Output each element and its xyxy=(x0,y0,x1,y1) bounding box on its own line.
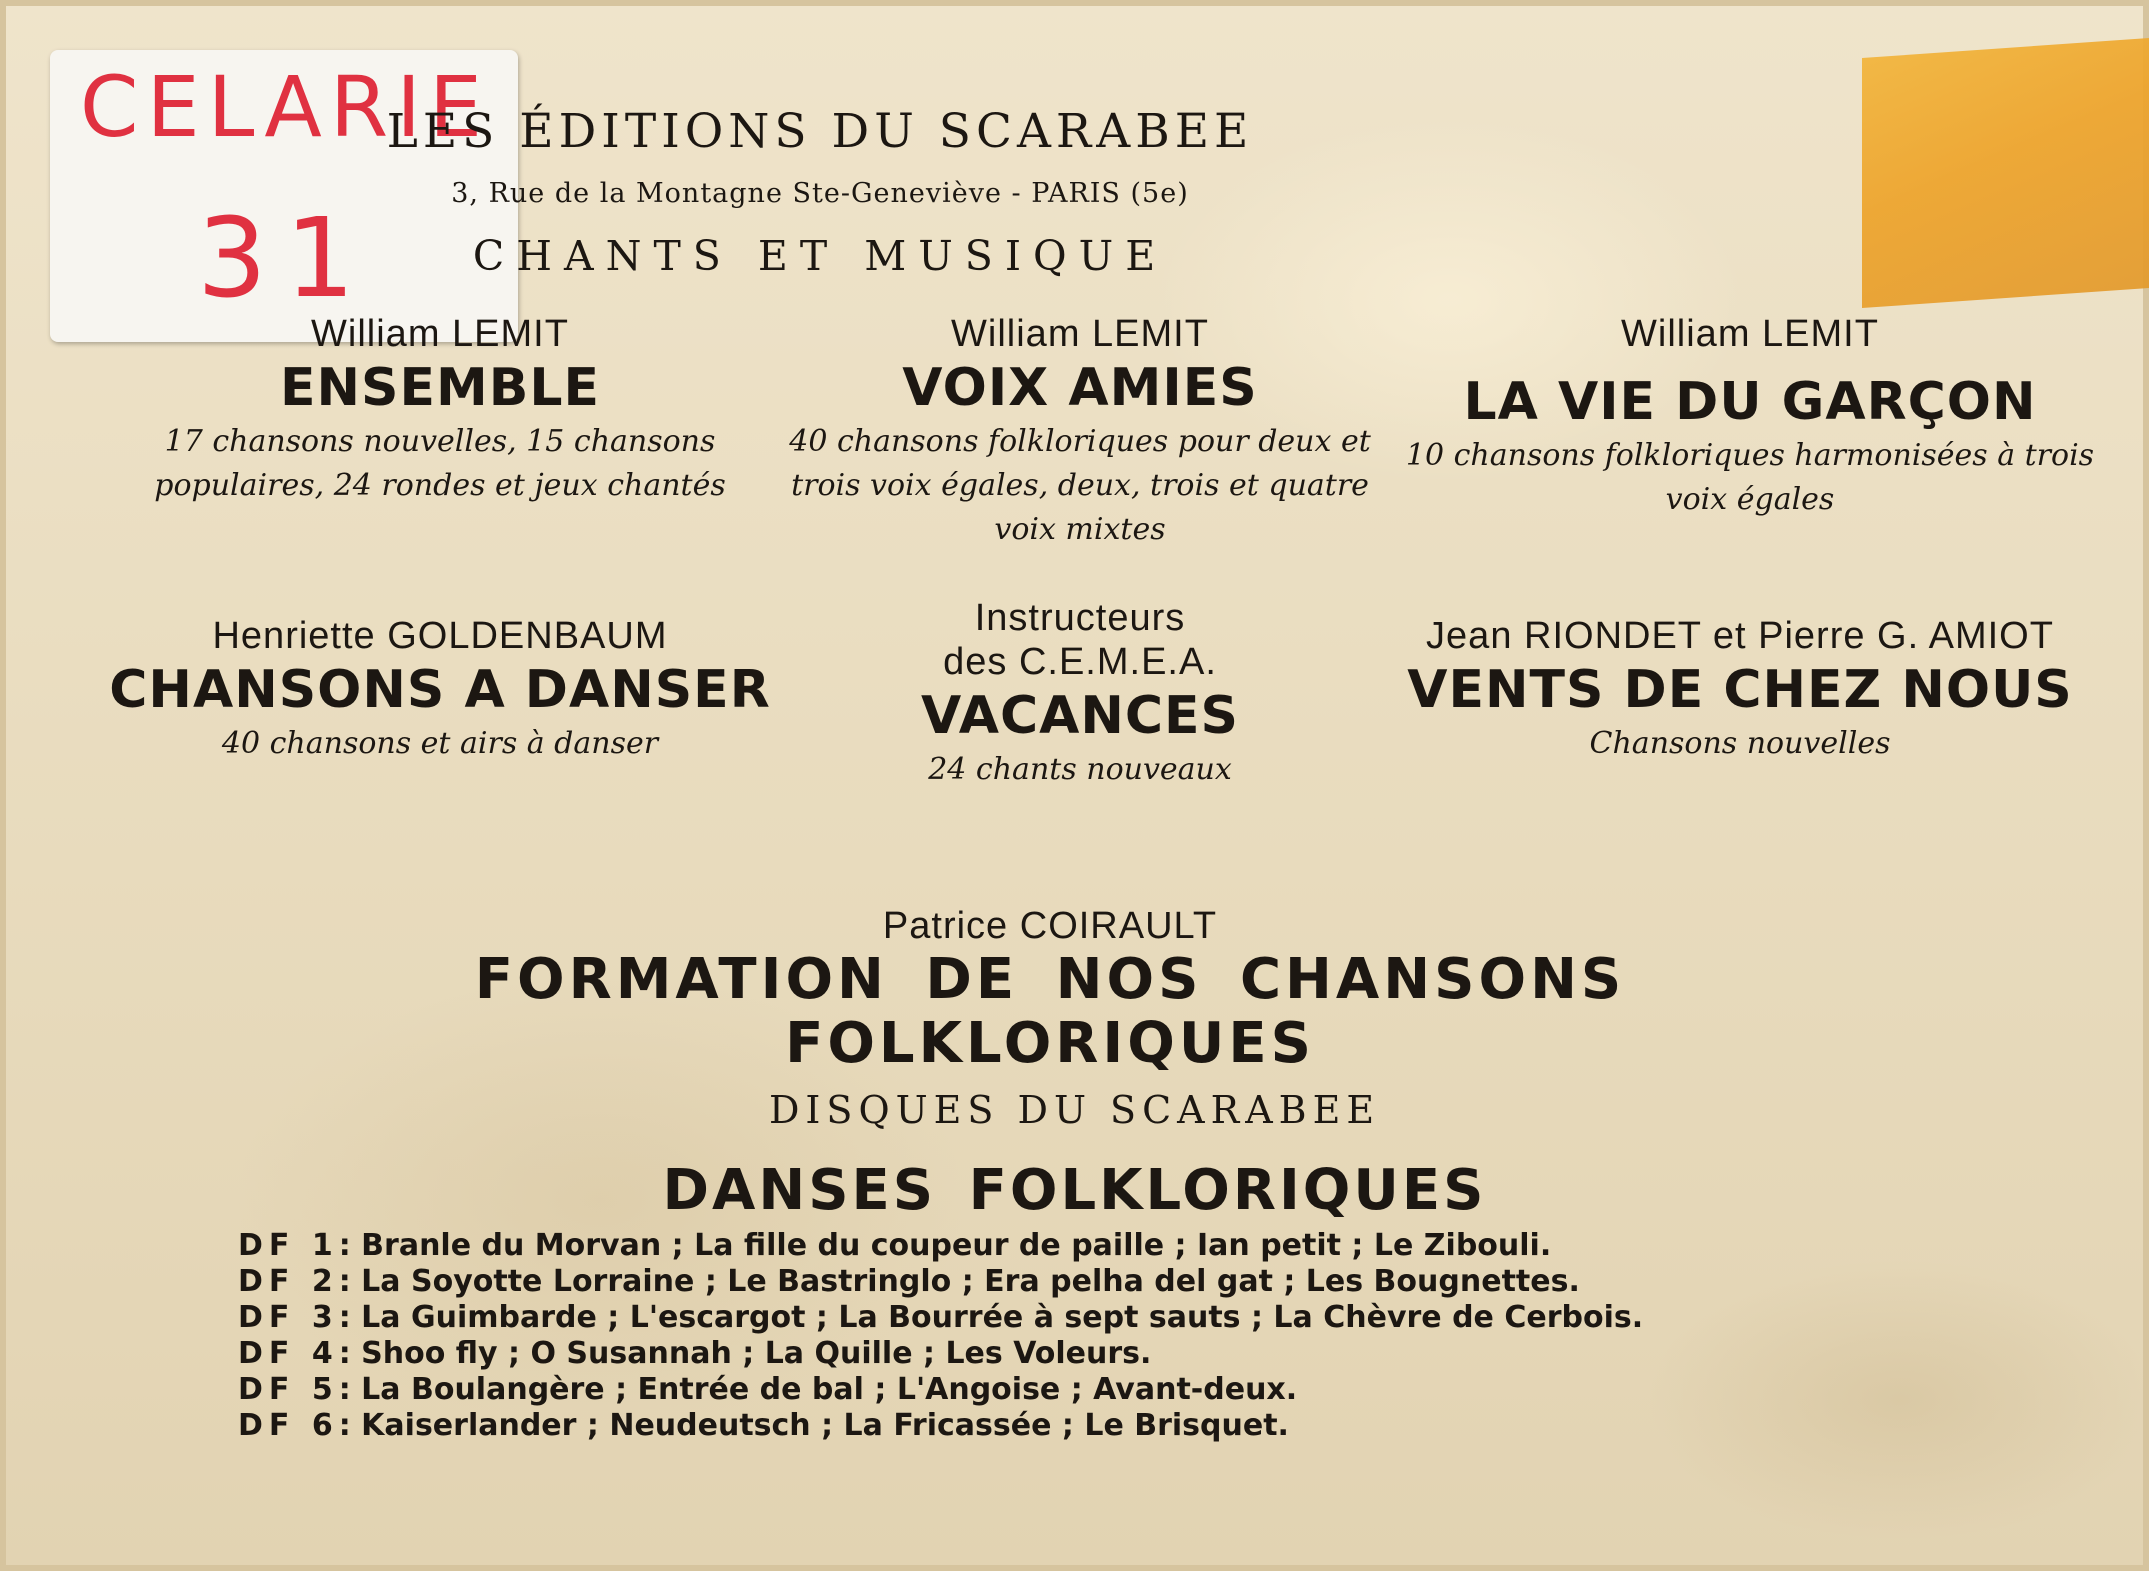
book-author: Patrice COIRAULT xyxy=(882,905,1218,947)
book-vacances xyxy=(860,596,1300,792)
book-description: 40 chansons folkloriques pour deux et trois voix égales, deux, trois et quatre voix mixtes xyxy=(789,424,1371,547)
disc-tracks: La Boulangère ; Entrée de bal ; L'Angoise ; Avant-deux. xyxy=(361,1372,1298,1407)
disc-colon: : xyxy=(338,1264,362,1299)
book-description: 40 chansons et airs à danser xyxy=(221,726,659,761)
disc-colon: : xyxy=(338,1300,362,1335)
disc-code: DF 2 xyxy=(238,1264,339,1299)
disc-colon: : xyxy=(338,1372,362,1407)
book-description: 17 chansons nouvelles, 15 chansons populaires, 24 rondes et jeux chantés xyxy=(154,424,726,503)
tape-strip xyxy=(1862,38,2149,308)
disques-header: DISQUES DU SCARABEE xyxy=(768,1088,1381,1132)
book-author: William LEMIT xyxy=(951,313,1209,355)
disc-colon: : xyxy=(338,1228,362,1263)
disc-tracks: Branle du Morvan ; La fille du coupeur de paille ; Ian petit ; Le Zibouli. xyxy=(361,1228,1552,1263)
book-chansons-a-danser xyxy=(80,614,800,766)
book-title: VENTS DE CHEZ NOUS xyxy=(1407,660,2073,720)
publisher-address: 3, Rue de la Montagne Ste-Geneviève - PARIS (5e) xyxy=(451,178,1189,209)
book-vie-du-garcon xyxy=(1400,312,2100,522)
book-author: Jean RIONDET et Pierre G. AMIOT xyxy=(1426,615,2054,657)
disc-item xyxy=(238,1264,2118,1300)
disc-code: DF 4 xyxy=(238,1336,339,1371)
book-title: LA VIE DU GARÇON xyxy=(1463,372,2037,432)
disc-colon: : xyxy=(338,1336,362,1371)
disc-item xyxy=(238,1372,2118,1408)
book-title: VACANCES xyxy=(920,686,1240,746)
disc-tracks: Shoo fly ; O Susannah ; La Quille ; Les Voleurs. xyxy=(361,1336,1152,1371)
disc-list xyxy=(238,1228,2118,1444)
disc-tracks: La Soyotte Lorraine ; Le Bastringlo ; Era pelha del gat ; Les Bougnettes. xyxy=(361,1264,1580,1299)
book-author-line-2: des C.E.M.E.A. xyxy=(943,641,1217,683)
book-author-line-1: Instructeurs xyxy=(974,597,1186,639)
disc-colon: : xyxy=(338,1408,362,1443)
disc-item xyxy=(238,1336,2118,1372)
book-title: ENSEMBLE xyxy=(279,358,601,418)
book-ensemble xyxy=(140,312,740,508)
disc-code: DF 1 xyxy=(238,1228,339,1263)
book-description: 24 chants nouveaux xyxy=(928,752,1232,787)
book-vents-de-chez-nous xyxy=(1390,614,2090,766)
disc-item xyxy=(238,1408,2118,1444)
book-title: VOIX AMIES xyxy=(902,358,1258,418)
series-title: CHANTS ET MUSIQUE xyxy=(472,232,1168,280)
book-voix-amies xyxy=(770,312,1390,552)
book-title: CHANSONS A DANSER xyxy=(109,660,771,720)
disc-item xyxy=(238,1228,2118,1264)
book-formation xyxy=(200,904,1900,1076)
publisher-name: LES ÉDITIONS DU SCARABEE xyxy=(386,104,1254,159)
book-title: FORMATION DE NOS CHANSONS FOLKLORIQUES xyxy=(474,947,1626,1076)
disc-code: DF 3 xyxy=(238,1300,339,1335)
sticker-line-1: CELARIE xyxy=(79,58,491,156)
disc-item xyxy=(238,1300,2118,1336)
disques-title: DANSES FOLKLORIQUES xyxy=(662,1158,1487,1223)
book-author: William LEMIT xyxy=(1621,313,1879,355)
disc-code: DF 6 xyxy=(238,1408,339,1443)
book-author: William LEMIT xyxy=(311,313,569,355)
book-description: 10 chansons folkloriques harmonisées à trois voix égales xyxy=(1405,438,2095,517)
disc-tracks: Kaiserlander ; Neudeutsch ; La Fricassée ; Le Brisquet. xyxy=(361,1408,1289,1443)
sticker-line-2: 31 xyxy=(197,194,373,322)
book-author: Henriette GOLDENBAUM xyxy=(212,615,668,657)
book-description: Chansons nouvelles xyxy=(1589,726,1891,761)
disc-tracks: La Guimbarde ; L'escargot ; La Bourrée à sept sauts ; La Chèvre de Cerbois. xyxy=(361,1300,1644,1335)
disc-code: DF 5 xyxy=(238,1372,339,1407)
